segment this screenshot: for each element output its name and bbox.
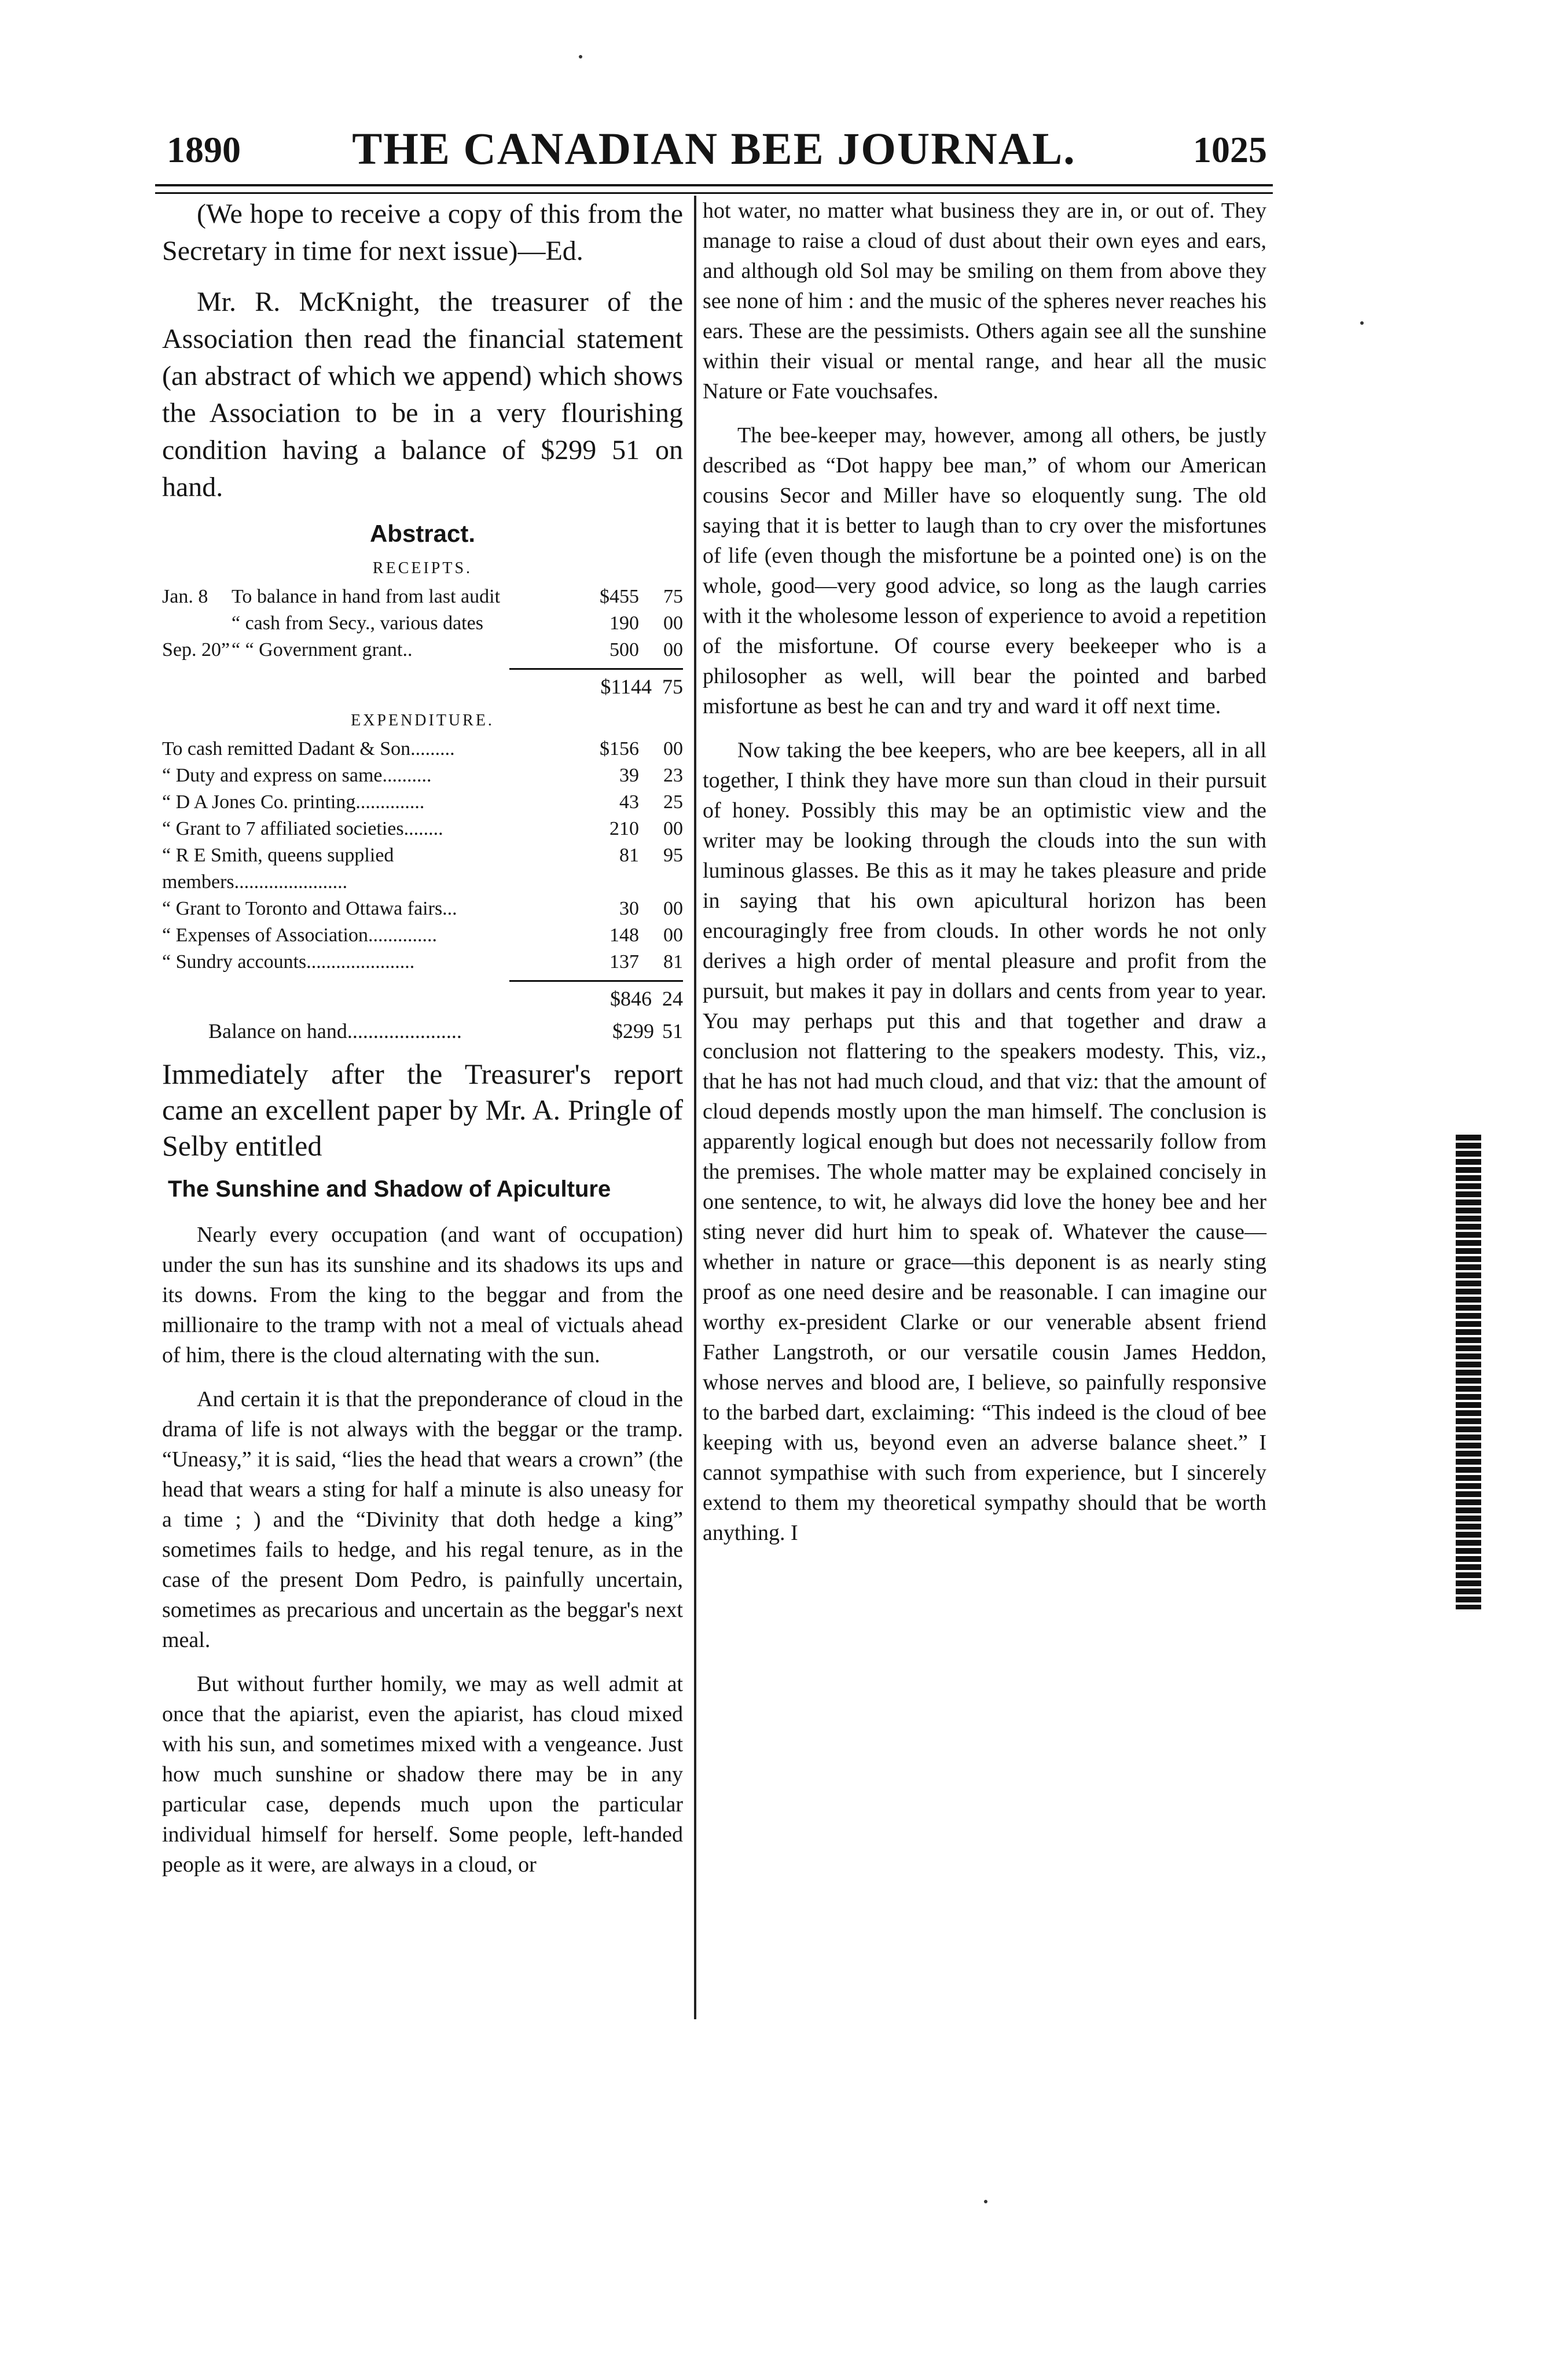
- receipts-heading: RECEIPTS.: [372, 559, 473, 577]
- balance-label: Balance on hand......................: [208, 1019, 462, 1043]
- receipts-total-cents: 75: [662, 675, 683, 698]
- receipt-amount: $455: [600, 586, 639, 607]
- expenditure-cents: 81: [663, 951, 683, 973]
- expenditure-cents: 25: [663, 791, 683, 813]
- expenditure-desc: To cash remitted Dadant & Son.........: [162, 738, 455, 760]
- expenditure-amount: 81: [619, 845, 639, 866]
- expenditure-cents: 00: [663, 898, 683, 919]
- article-title: The Sunshine and Shadow of Apiculture: [168, 1176, 611, 1202]
- expenditure-row: [162, 949, 683, 975]
- scan-speck: [1360, 321, 1364, 325]
- expenditure-total: [162, 985, 683, 1012]
- header-rule: [155, 184, 1273, 194]
- editor-note: (We hope to receive a copy of this from the Secretary in time for next issue)—Ed.: [162, 199, 683, 266]
- expenditure-amount: 210: [609, 818, 639, 839]
- balance-amount: $299: [612, 1019, 654, 1043]
- expenditure-desc: “ Duty and express on same..........: [162, 765, 432, 786]
- header-year: 1890: [167, 129, 241, 170]
- expenditure-row: [162, 842, 683, 896]
- article-paragraph: Nearly every occupation (and want of occupation) under the sun has its sunshine and its shadows its ups and its downs. From the king to the beggar and from the millionaire to the tramp with not a meal of victuals ahead of him, there is the cloud alternating with the sun.: [162, 1223, 683, 1367]
- expenditure-desc: “ Expenses of Association..............: [162, 925, 437, 946]
- scan-margin-mark: [1456, 1135, 1481, 1609]
- total-rule: [509, 980, 683, 982]
- expenditure-amount: $156: [600, 738, 639, 760]
- expenditure-desc: “ R E Smith, queens supplied members.......................: [162, 845, 394, 893]
- receipts-total: [162, 673, 683, 700]
- expenditure-cents: 23: [663, 765, 683, 786]
- receipts-total-amount: $1144: [600, 675, 652, 698]
- article-paragraph: And certain it is that the preponderance of cloud in the drama of life is not always with the beggar or the tramp. “Uneasy,” it is said, “lies the head that wears a crown” (the head that wears a sting for half a minute is also uneasy for a time ; ) and the “Divinity that doth hedge a king” sometimes fails to hedge, and his regal tenure, as in the case of the present Dom Pedro, is painfully uncertain, sometimes as precarious and uncertain as the beggar's next meal.: [162, 1387, 683, 1652]
- expenditure-amount: 137: [609, 951, 639, 973]
- receipt-date: Jan. 8: [162, 586, 208, 607]
- receipt-row: [162, 610, 683, 637]
- scan-speck: [984, 2200, 987, 2203]
- abstract-heading: Abstract.: [369, 520, 476, 547]
- article-paragraph: Now taking the bee keepers, who are bee keepers, all in all together, I think they have more sun than cloud in their pursuit of honey. Possibly this may be an optimistic view and the writer may be looking through the clouds into the sun with luminous glasses. Be this as it may he takes pleasure and pride in saying that his own apicultural horizon has been encouragingly free from clouds. In other words he not only derives a high order of mental pleasure and profit from the pursuit, but makes it pay in dollars and cents from year to year. You may perhaps put this and that together and draw a conclusion not flattering to the speakers modesty. This, viz., that he has not had much cloud, and that viz: that the amount of cloud depends mostly upon the man himself. The conclusion is apparently logical enough but does not necessarily follow from the premises. The whole matter may be explained concisely in one sentence, to wit, he always did love the honey bee and her sting never did hurt him to speak of. Whatever the cause—whether in nature or grace—this deponent is as nearly sting proof as one need desire and be reasonable. I can imagine our worthy ex-president Clarke or our venerable absent friend Father Langstroth, or our versatile cousin James Heddon, whose nerves and blood are, I believe, so painfully responsive to the barbed dart, exclaiming: “This indeed is the cloud of bee keeping with us, beyond even an adverse balance sheet.” I cannot sympathise with such from experience, but I sincerely extend to them my theoretical sympathy should that be worth anything. I: [703, 738, 1266, 1545]
- receipt-row: [162, 637, 683, 663]
- journal-title: THE CANADIAN BEE JOURNAL.: [352, 123, 1076, 174]
- article-paragraph: But without further homily, we may as well admit at once that the apiarist, even the apiarist, has cloud mixed with his sun, and sometimes mixed with a vengeance. Just how much sunshine or shadow there may be in any particular case, depends much upon the particular individual himself for herself. Some people, left-handed people as it were, are always in a cloud, or: [162, 1672, 683, 1877]
- expenditure-amount: 148: [609, 925, 639, 946]
- expenditure-total-amount: $846: [610, 987, 652, 1010]
- expenditure-cents: 00: [663, 738, 683, 760]
- expenditure-desc: “ Grant to 7 affiliated societies........: [162, 818, 443, 839]
- right-column: [703, 196, 1266, 1562]
- expenditure-total-cents: 24: [662, 987, 683, 1010]
- expenditure-cents: 00: [663, 818, 683, 839]
- expenditure-amount: 30: [619, 898, 639, 919]
- expenditure-desc: “ Sundry accounts......................: [162, 951, 415, 973]
- receipt-date: [162, 610, 232, 637]
- receipt-amount: 190: [609, 612, 639, 634]
- expenditure-row: [162, 762, 683, 789]
- expenditure-desc: “ D A Jones Co. printing..............: [162, 791, 425, 813]
- expenditure-cents: 00: [663, 925, 683, 946]
- expenditure-amount: 43: [619, 791, 639, 813]
- expenditure-row: [162, 736, 683, 762]
- receipt-amount: 500: [609, 639, 639, 661]
- article-paragraph: hot water, no matter what business they are in, or out of. They manage to raise a cloud of dust about their own eyes and ears, and although old Sol may be smiling on them from above they see none of him : and the music of the spheres never reaches his ears. These are the pessimists. Others again see all the sunshine within their visual or mental range, and hear all the music Nature or Fate vouchsafes.: [703, 199, 1266, 403]
- receipt-cents: 75: [663, 586, 683, 607]
- expenditure-desc: “ Grant to Toronto and Ottawa fairs...: [162, 898, 457, 919]
- total-rule: [509, 668, 683, 670]
- receipt-desc: “ cash from Secy., various dates: [232, 612, 483, 634]
- receipt-cents: 00: [663, 639, 683, 661]
- column-divider: [694, 196, 696, 2019]
- expenditure-row: [162, 789, 683, 816]
- expenditure-heading: EXPENDITURE.: [351, 711, 494, 729]
- paper-intro: Immediately after the Treasurer's report came an excellent paper by Mr. A. Pringle of Selby entitled: [162, 1058, 683, 1162]
- left-column: [162, 196, 683, 1894]
- scan-speck: [579, 55, 582, 58]
- treasurer-paragraph: Mr. R. McKnight, the treasurer of the Association then read the financial statement (an abstract of which we append) which shows the Association to be in a very flourishing condition having a balance of $299 51 on hand.: [162, 287, 683, 502]
- page-number: 1025: [1193, 129, 1267, 170]
- receipts-table: [162, 584, 683, 663]
- balance-row: [162, 1018, 683, 1044]
- expenditure-table: [162, 736, 683, 975]
- receipt-date: Sep. 20”: [162, 639, 230, 661]
- expenditure-row: [162, 896, 683, 922]
- receipt-cents: 00: [663, 612, 683, 634]
- running-header: [155, 123, 1273, 181]
- expenditure-row: [162, 922, 683, 949]
- receipt-row: [162, 584, 683, 610]
- balance-cents: 51: [662, 1019, 683, 1043]
- receipt-desc: To balance in hand from last audit: [232, 586, 501, 607]
- expenditure-row: [162, 816, 683, 842]
- expenditure-amount: 39: [619, 765, 639, 786]
- article-paragraph: The bee-keeper may, however, among all others, be justly described as “Dot happy bee man,” of whom our American cousins Secor and Miller have so eloquently sung. The old saying that it is better to laugh than to cry over the misfortunes of life (even though the misfortune be a pointed one) is on the whole, good—very good advice, so long as the laugh carries with it the wholesome lesson of experience to avoid a repetition of the misfortune. Of course every beekeeper who is a philosopher as well, will bear the pointed and barbed misfortune as best he can and try and ward it off next time.: [703, 423, 1266, 718]
- expenditure-cents: 95: [663, 845, 683, 866]
- receipt-desc: “ “ Government grant..: [232, 639, 413, 661]
